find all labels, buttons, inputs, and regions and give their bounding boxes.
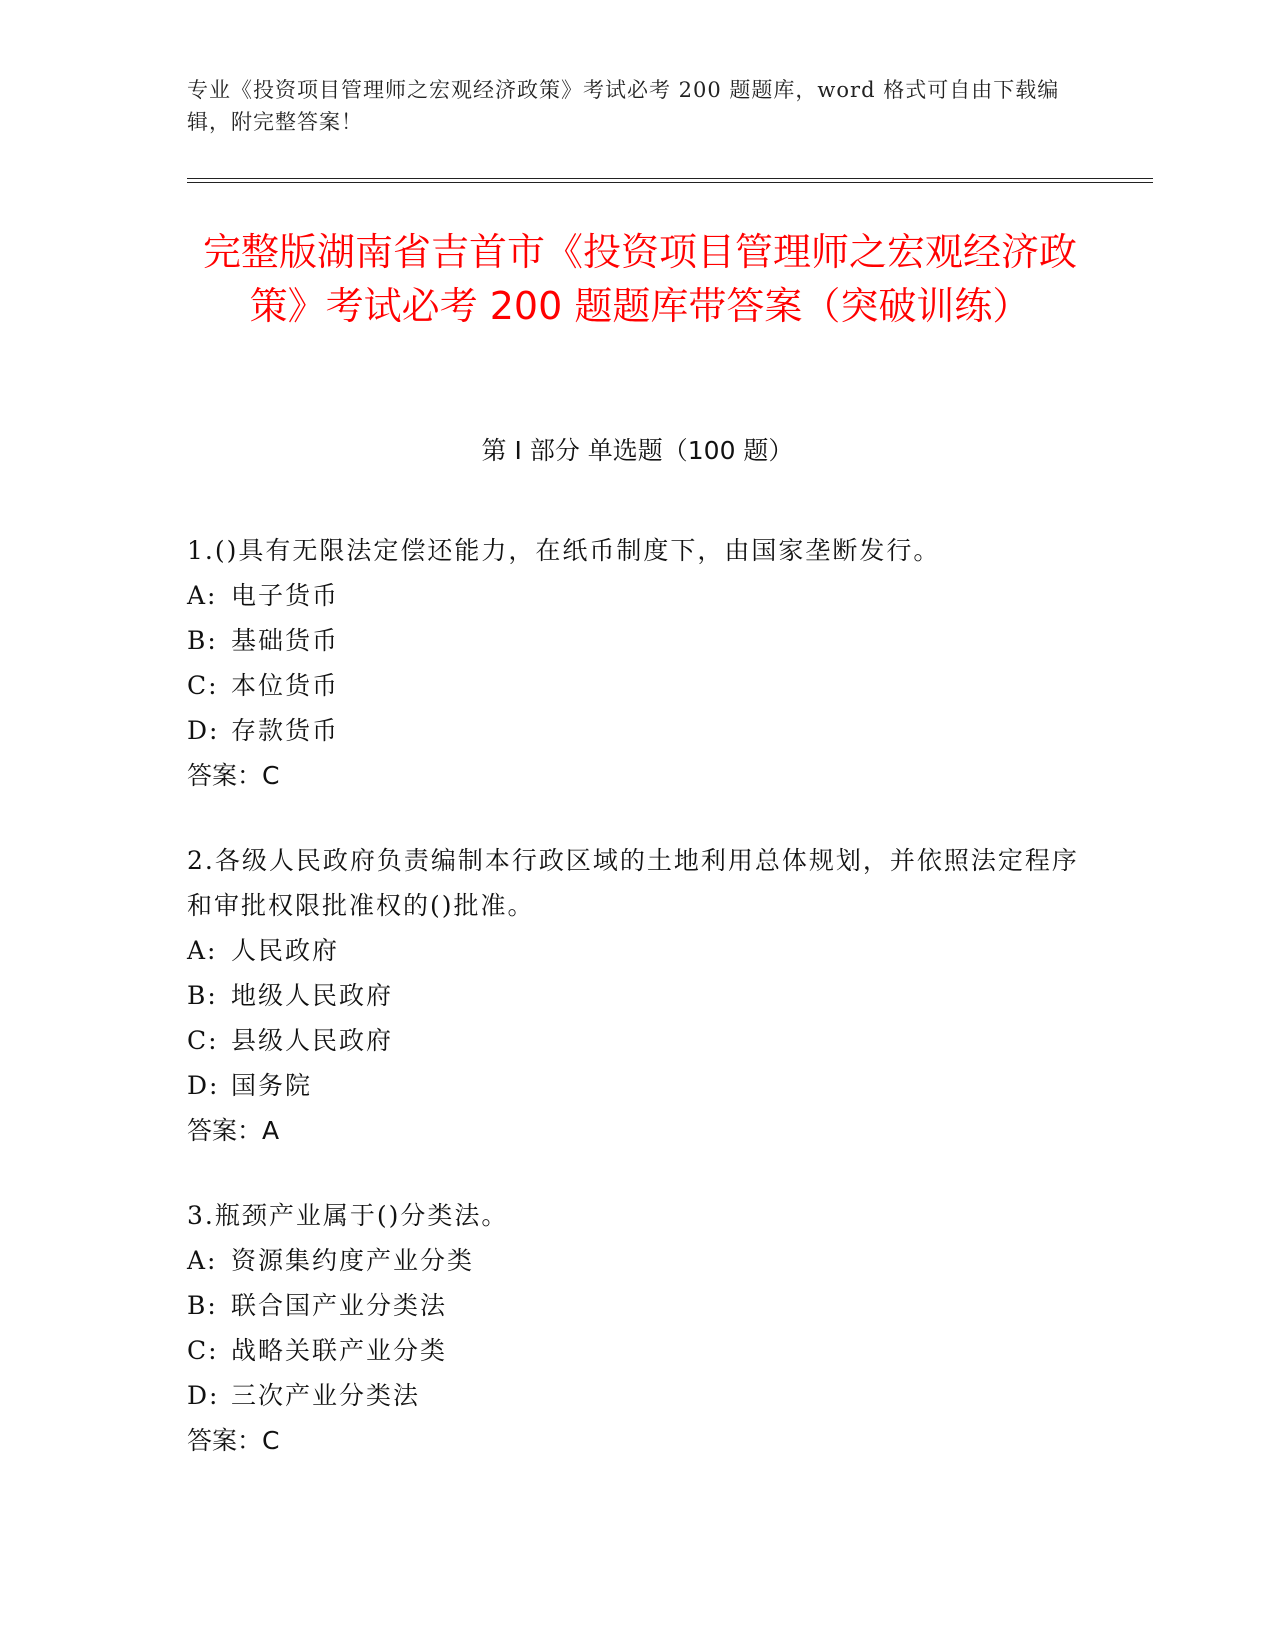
option-key: C: (187, 1336, 219, 1365)
question-list (187, 528, 1087, 1503)
option-b (187, 973, 1087, 1018)
question-2 (187, 838, 1087, 1153)
option-key: B: (187, 1291, 218, 1320)
option-d (187, 708, 1087, 753)
question-stem: 2.各级人民政府负责编制本行政区域的土地利用总体规划，并依照法定程序和审批权限批准权的()批准。 (187, 846, 1079, 920)
option-text: 本位货币 (231, 671, 340, 700)
answer-line: 答案：C (187, 761, 280, 790)
option-text: 联合国产业分类法 (231, 1291, 448, 1320)
option-text: 国务院 (231, 1071, 313, 1100)
answer-line: 答案：A (187, 1116, 280, 1145)
question-1 (187, 528, 1087, 798)
option-text: 三次产业分类法 (231, 1381, 421, 1410)
option-text: 地级人民政府 (231, 981, 394, 1010)
option-a (187, 573, 1087, 618)
option-key: A: (187, 581, 218, 610)
option-c (187, 1018, 1087, 1063)
question-stem: 3.瓶颈产业属于()分类法。 (187, 1201, 509, 1230)
option-key: B: (187, 981, 218, 1010)
option-a (187, 928, 1087, 973)
option-key: D: (187, 716, 220, 745)
option-text: 战略关联产业分类 (231, 1336, 448, 1365)
header-divider (187, 178, 1153, 183)
answer-line: 答案：C (187, 1426, 280, 1455)
option-b (187, 618, 1087, 663)
option-d (187, 1063, 1087, 1108)
option-key: D: (187, 1071, 220, 1100)
question-stem: 1.()具有无限法定偿还能力，在纸币制度下，由国家垄断发行。 (187, 536, 941, 565)
document-title: 完整版湖南省吉首市《投资项目管理师之宏观经济政策》考试必考 200 题题库带答案（突破训练） (202, 230, 1077, 328)
option-a (187, 1238, 1087, 1283)
option-text: 基础货币 (231, 626, 340, 655)
question-3 (187, 1193, 1087, 1463)
option-key: C: (187, 671, 219, 700)
option-key: A: (187, 936, 218, 965)
option-c (187, 1328, 1087, 1373)
option-key: C: (187, 1026, 219, 1055)
option-text: 县级人民政府 (231, 1026, 394, 1055)
option-key: D: (187, 1381, 220, 1410)
header-note: 专业《投资项目管理师之宏观经济政策》考试必考 200 题题库，word 格式可自由下载编辑，附完整答案！ (187, 78, 1060, 134)
option-b (187, 1283, 1087, 1328)
option-key: A: (187, 1246, 218, 1275)
section-heading: 第 I 部分 单选题（100 题） (481, 436, 794, 465)
option-text: 资源集约度产业分类 (231, 1246, 475, 1275)
option-text: 存款货币 (231, 716, 340, 745)
option-key: B: (187, 626, 218, 655)
option-c (187, 663, 1087, 708)
option-d (187, 1373, 1087, 1418)
option-text: 人民政府 (231, 936, 340, 965)
option-text: 电子货币 (231, 581, 340, 610)
